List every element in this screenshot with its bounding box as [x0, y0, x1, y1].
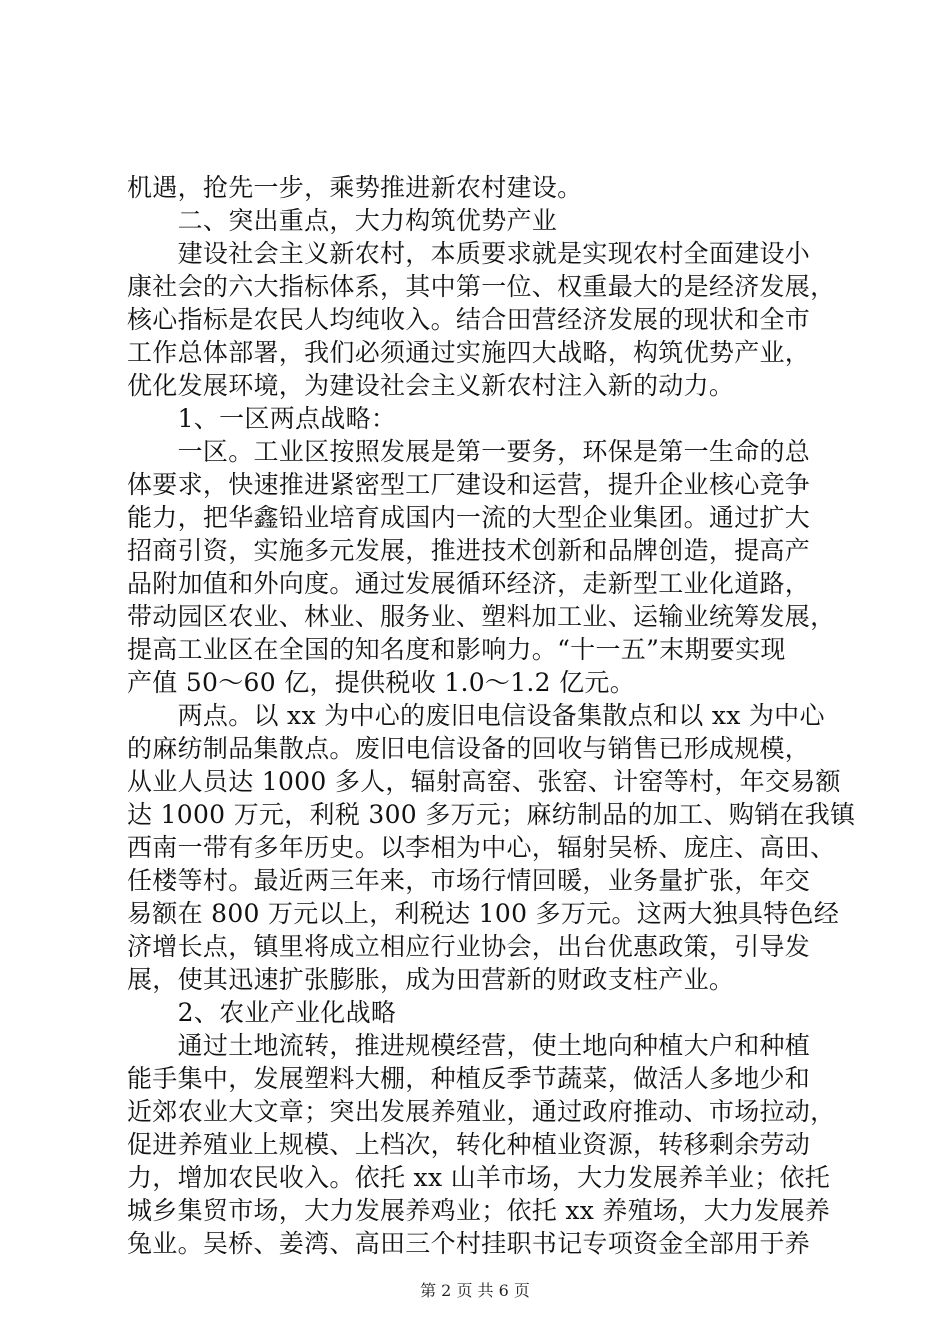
text-line: 西南一带有多年历史。以李相为中心，辐射吴桥、庞庄、高田、: [127, 833, 836, 862]
text-line: 建设社会主义新农村，本质要求就是实现农村全面建设小: [127, 239, 811, 268]
text-line: 机遇，抢先一步，乘势推进新农村建设。: [127, 173, 583, 202]
text-line: 兔业。吴桥、姜湾、高田三个村挂职书记专项资金全部用于养: [127, 1229, 811, 1258]
text-line: 力，增加农民收入。依托 xx 山羊市场，大力发展养羊业；依托: [127, 1163, 831, 1192]
text-line: 城乡集贸市场，大力发展养鸡业；依托 xx 养殖场，大力发展养: [127, 1196, 831, 1225]
text-line: 展，使其迅速扩张膨胀，成为田营新的财政支柱产业。: [127, 965, 735, 994]
text-line: 招商引资，实施多元发展，推进技术创新和品牌创造，提高产: [127, 536, 811, 565]
text-line: 通过土地流转，推进规模经营，使土地向种植大户和种植: [127, 1031, 811, 1060]
text-line: 体要求，快速推进紧密型工厂建设和运营，提升企业核心竞争: [127, 470, 811, 499]
text-line: 济增长点，镇里将成立相应行业协会，出台优惠政策，引导发: [127, 932, 811, 961]
text-line: 一区。工业区按照发展是第一要务，环保是第一生命的总: [127, 437, 811, 466]
text-line: 产值 50～60 亿，提供税收 1.0～1.2 亿元。: [127, 668, 636, 697]
text-line: 核心指标是农民人均纯收入。结合田营经济发展的现状和全市: [127, 305, 811, 334]
text-line: 品附加值和外向度。通过发展循环经济，走新型工业化道路，: [127, 569, 811, 598]
subsection-heading: 2、农业产业化战略: [127, 998, 397, 1027]
text-line: 带动园区农业、林业、服务业、塑料加工业、运输业统筹发展，: [127, 602, 836, 631]
text-line: 能力，把华鑫铅业培育成国内一流的大型企业集团。通过扩大: [127, 503, 811, 532]
text-line: 提高工业区在全国的知名度和影响力。“十一五”末期要实现: [127, 635, 786, 664]
text-line: 工作总体部署，我们必须通过实施四大战略，构筑优势产业，: [127, 338, 811, 367]
page-number: 第 2 页 共 6 页: [420, 1281, 530, 1300]
text-line: 近郊农业大文章；突出发展养殖业，通过政府推动、市场拉动，: [127, 1097, 836, 1126]
text-line: 两点。以 xx 为中心的废旧电信设备集散点和以 xx 为中心: [127, 701, 825, 730]
subsection-heading: 1、一区两点战略：: [127, 404, 397, 433]
section-heading: 二、突出重点，大力构筑优势产业: [127, 206, 558, 235]
text-line: 从业人员达 1000 多人，辐射高窑、张窑、计窑等村，年交易额: [127, 767, 841, 796]
text-line: 任楼等村。最近两三年来，市场行情回暖，业务量扩张，年交: [127, 866, 811, 895]
text-line: 易额在 800 万元以上，利税达 100 多万元。这两大独具特色经: [127, 899, 840, 928]
text-line: 优化发展环境，为建设社会主义新农村注入新的动力。: [127, 371, 735, 400]
text-line: 的麻纺制品集散点。废旧电信设备的回收与销售已形成规模，: [127, 734, 811, 763]
text-line: 能手集中，发展塑料大棚，种植反季节蔬菜，做活人多地少和: [127, 1064, 811, 1093]
text-line: 达 1000 万元，利税 300 多万元；麻纺制品的加工、购销在我镇: [127, 800, 856, 829]
text-line: 康社会的六大指标体系，其中第一位、权重最大的是经济发展，: [127, 272, 836, 301]
text-line: 促进养殖业上规模、上档次，转化种植业资源，转移剩余劳动: [127, 1130, 811, 1159]
